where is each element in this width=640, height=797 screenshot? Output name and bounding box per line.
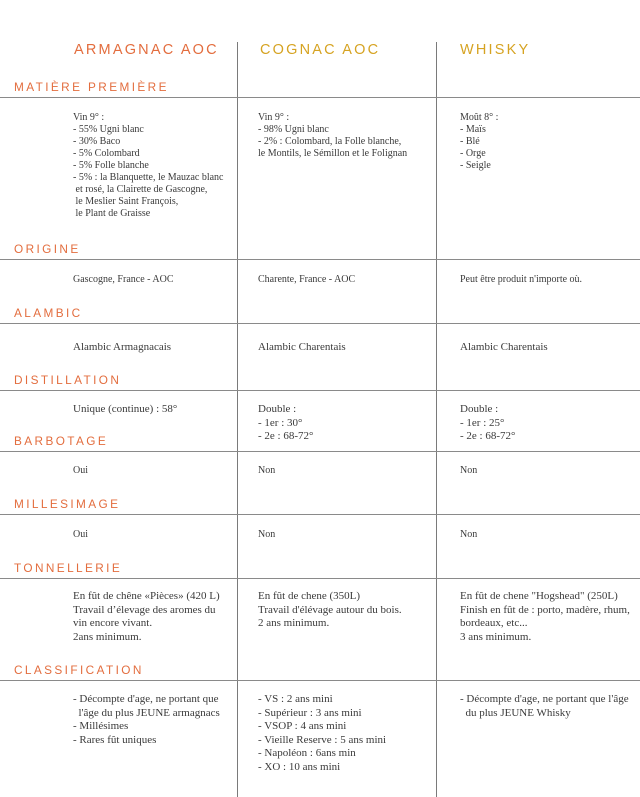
cell-matiere-cognac: Vin 9° : - 98% Ugni blanc - 2% : Colombard, la Folle blanche, le Montils, le Sémillon et le Folignan — [258, 112, 408, 159]
cell-matiere-armagnac: Vin 9° : - 55% Ugni blanc - 30% Baco - 5% Colombard - 5% Folle blanche - 5% : la Blanquette, le Mauzac blanc et rosé, la Clairette de Gascogne, le Meslier Saint François, le Plant de Graisse — [73, 112, 224, 219]
cell-barbotage-cognac: Non — [258, 465, 276, 476]
section-title-distillation: DISTILLATION — [14, 373, 122, 387]
section-title-millesimage: MILLESIMAGE — [14, 497, 121, 511]
column-header-whisky: WHISKY — [460, 42, 531, 58]
section-rule-barbotage — [0, 451, 640, 452]
cell-distillation-armagnac: Unique (continue) : 58° — [73, 403, 178, 415]
section-rule-alambic — [0, 323, 640, 324]
section-rule-matiere — [0, 97, 640, 98]
cell-origine-cognac: Charente, France - AOC — [258, 274, 356, 285]
section-rule-classification — [0, 680, 640, 681]
cell-alambic-cognac: Alambic Charentais — [258, 341, 346, 353]
cell-classification-whisky: - Décompte d'age, ne portant que l'âge du plus JEUNE Whisky — [460, 693, 629, 719]
section-rule-millesimage — [0, 514, 640, 515]
cell-alambic-whisky: Alambic Charentais — [460, 341, 548, 353]
cell-millesimage-armagnac: Oui — [73, 529, 88, 540]
cell-matiere-whisky: Moût 8° : - Maïs - Blé - Orge - Seigle — [460, 112, 499, 171]
section-rule-distillation — [0, 390, 640, 391]
cell-distillation-whisky: Double : - 1er : 25° - 2e : 68-72° — [460, 403, 516, 443]
section-title-matiere: MATIÈRE PREMIÈRE — [14, 80, 169, 94]
section-title-barbotage: BARBOTAGE — [14, 434, 109, 448]
cell-origine-whisky: Peut être produit n'importe où. — [460, 274, 583, 285]
cell-origine-armagnac: Gascogne, France - AOC — [73, 274, 174, 285]
cell-barbotage-armagnac: Oui — [73, 465, 88, 476]
column-header-armagnac: ARMAGNAC AOC — [74, 42, 219, 58]
column-header-cognac: COGNAC AOC — [260, 42, 381, 58]
section-title-classification: CLASSIFICATION — [14, 663, 144, 677]
cell-tonnellerie-armagnac: En fût de chêne «Pièces» (420 L) Travail d’élevage des aromes du vin encore vivant. 2ans minimum. — [73, 590, 220, 643]
cell-tonnellerie-cognac: En fût de chene (350L) Travail d'élévage autour du bois. 2 ans minimum. — [258, 590, 402, 630]
cell-millesimage-whisky: Non — [460, 529, 478, 540]
cell-millesimage-cognac: Non — [258, 529, 276, 540]
section-rule-origine — [0, 259, 640, 260]
section-title-alambic: ALAMBIC — [14, 306, 83, 320]
cell-barbotage-whisky: Non — [460, 465, 478, 476]
column-divider-1 — [237, 42, 238, 797]
cell-alambic-armagnac: Alambic Armagnacais — [73, 341, 172, 353]
cell-classification-cognac: - VS : 2 ans mini - Supérieur : 3 ans mini - VSOP : 4 ans mini - Vieille Reserve : 5 ans mini - Napoléon : 6ans min - XO : 10 ans mini — [258, 693, 387, 773]
cell-classification-armagnac: - Décompte d'age, ne portant que l'âge du plus JEUNE armagnacs - Millésimes - Rares fût uniques — [73, 693, 220, 746]
section-title-tonnellerie: TONNELLERIE — [14, 561, 123, 575]
section-rule-tonnellerie — [0, 578, 640, 579]
section-title-origine: ORIGINE — [14, 242, 81, 256]
column-divider-2 — [436, 42, 437, 797]
cell-tonnellerie-whisky: En fût de chene "Hogshead" (250L) Finish en fût de : porto, madère, rhum, bordeaux, etc... 3 ans minimum. — [460, 590, 630, 643]
cell-distillation-cognac: Double : - 1er : 30° - 2e : 68-72° — [258, 403, 314, 443]
